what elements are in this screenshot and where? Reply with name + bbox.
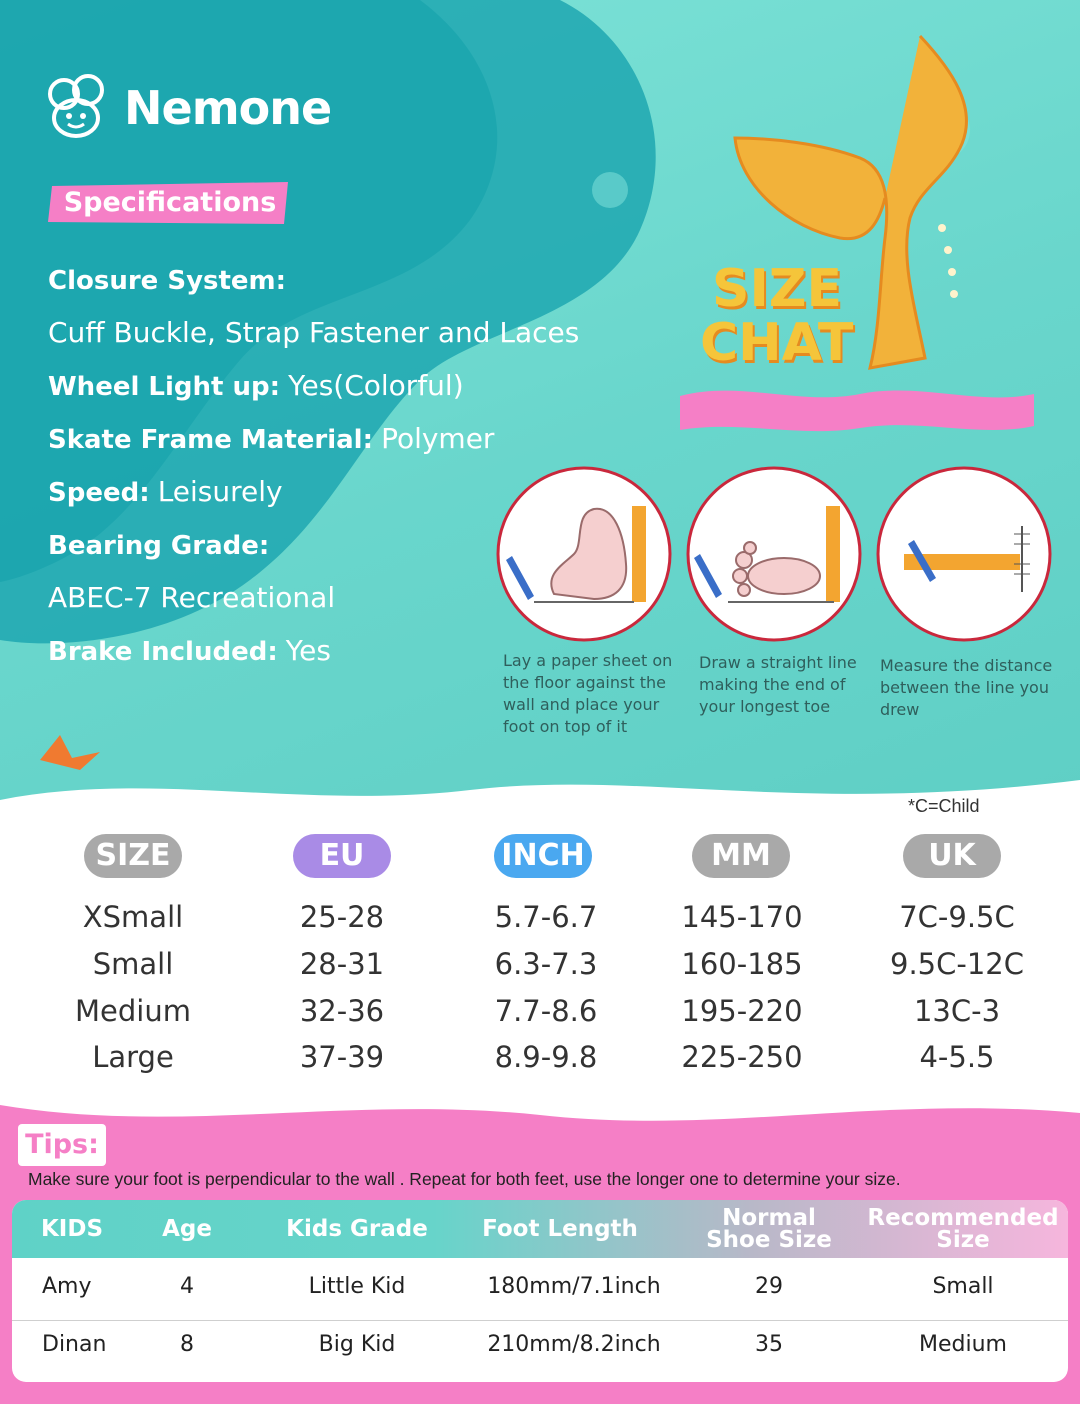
kids-cell: 210mm/8.2inch <box>487 1332 661 1357</box>
size-chat-line2: CHAT <box>700 313 854 373</box>
size-cell: 5.7-6.7 <box>494 900 598 934</box>
step1-foot-wall-icon <box>494 464 674 644</box>
size-cell: 37-39 <box>299 1040 385 1074</box>
size-cell: XSmall <box>82 900 184 934</box>
speed-label: Speed: <box>48 478 150 508</box>
bee-logo-icon <box>42 72 114 144</box>
uk-header: UK <box>903 834 1001 878</box>
wheel-value: Yes(Colorful) <box>288 369 464 402</box>
kids-example-table <box>12 1200 1068 1382</box>
size-cell: 7.7-8.6 <box>494 994 598 1028</box>
closure-label-row <box>48 264 286 297</box>
step3-text: Measure the distance between the line you drew <box>880 656 1053 719</box>
size-cell: 32-36 <box>299 994 385 1028</box>
size-cell: 8.9-9.8 <box>494 1040 598 1074</box>
brand-logo <box>42 72 331 144</box>
step2-foot-line-icon <box>684 464 864 644</box>
frame-row <box>48 422 494 456</box>
eu-header: EU <box>293 834 391 878</box>
size-cell: 13C-3 <box>913 994 1001 1028</box>
bearing-label-row <box>48 529 269 562</box>
size-cell: 195-220 <box>681 994 803 1028</box>
tips-badge <box>18 1124 106 1166</box>
kids-cell: Small <box>932 1274 994 1299</box>
inch-header: INCH <box>494 834 592 878</box>
wheel-label: Wheel Light up: <box>48 372 281 402</box>
closure-value: Cuff Buckle, Strap Fastener and Laces <box>48 316 580 349</box>
kids-cell: Amy <box>42 1274 92 1299</box>
normal-shoe-size-header: Normal Shoe Size <box>706 1205 832 1253</box>
size-cell: Large <box>92 1040 174 1074</box>
step2-text: Draw a straight line making the end of your longest toe <box>699 653 857 716</box>
kids-cell: Big Kid <box>318 1332 396 1357</box>
size-chat-title <box>700 259 854 373</box>
kids-header: KIDS <box>40 1216 104 1242</box>
brake-label: Brake Included: <box>48 637 278 667</box>
frame-value: Polymer <box>381 422 495 455</box>
closure-label: Closure System: <box>48 266 287 296</box>
mm-header: MM <box>692 834 790 878</box>
specifications-badge <box>48 180 292 226</box>
age-header: Age <box>162 1216 212 1242</box>
kids-cell: 4 <box>180 1274 194 1299</box>
kids-cell: 29 <box>755 1274 783 1299</box>
kids-cell: 35 <box>755 1332 783 1357</box>
size-cell: 7C-9.5C <box>899 900 1015 934</box>
size-cell: 4-5.5 <box>919 1040 995 1074</box>
speed-row <box>48 475 283 509</box>
kids-cell: Medium <box>919 1332 1007 1357</box>
bearing-value: ABEC-7 Recreational <box>48 581 336 614</box>
bearing-value-row <box>48 581 335 615</box>
brake-value: Yes <box>285 634 331 667</box>
size-cell: 225-250 <box>681 1040 803 1074</box>
size-cell: 25-28 <box>299 900 385 934</box>
size-header: SIZE <box>84 834 182 878</box>
kids-cell: 8 <box>180 1332 194 1357</box>
foot-length-header: Foot Length <box>482 1216 638 1242</box>
tips-text: Make sure your foot is perpendicular to the wall . Repeat for both feet, use the longer one to determine your size. <box>28 1169 901 1189</box>
step1-text: Lay a paper sheet on the floor against the wall and place your foot on top of it <box>503 651 673 736</box>
step3-measure-icon <box>874 464 1054 644</box>
kids-cell: Little Kid <box>308 1274 406 1299</box>
row-divider <box>12 1320 1068 1321</box>
child-size-note: *C=Child <box>908 796 980 816</box>
size-cell: Medium <box>75 994 191 1028</box>
recommended-size-header: Recommended Size <box>867 1205 1059 1253</box>
kids-cell: 180mm/7.1inch <box>487 1274 661 1299</box>
speed-value: Leisurely <box>157 475 283 508</box>
closure-value-row <box>48 316 579 350</box>
bearing-label: Bearing Grade: <box>48 531 270 561</box>
size-cell: 160-185 <box>681 947 803 981</box>
kids-cell: Dinan <box>42 1332 107 1357</box>
size-cell: Small <box>92 947 174 981</box>
specifications-label: Specifications <box>63 187 277 218</box>
size-cell: 28-31 <box>299 947 385 981</box>
kids-grade-header: Kids Grade <box>286 1216 428 1242</box>
brake-row <box>48 634 331 668</box>
tips-label: Tips: <box>25 1129 99 1160</box>
size-cell: 145-170 <box>681 900 803 934</box>
frame-label: Skate Frame Material: <box>48 425 373 455</box>
size-chat-line1: SIZE <box>712 259 843 319</box>
wheel-row <box>48 369 464 403</box>
size-cell: 9.5C-12C <box>890 947 1024 981</box>
mermaid-tail-icon <box>680 28 1040 448</box>
brand-name: Nemone <box>124 81 332 135</box>
size-cell: 6.3-7.3 <box>494 947 598 981</box>
